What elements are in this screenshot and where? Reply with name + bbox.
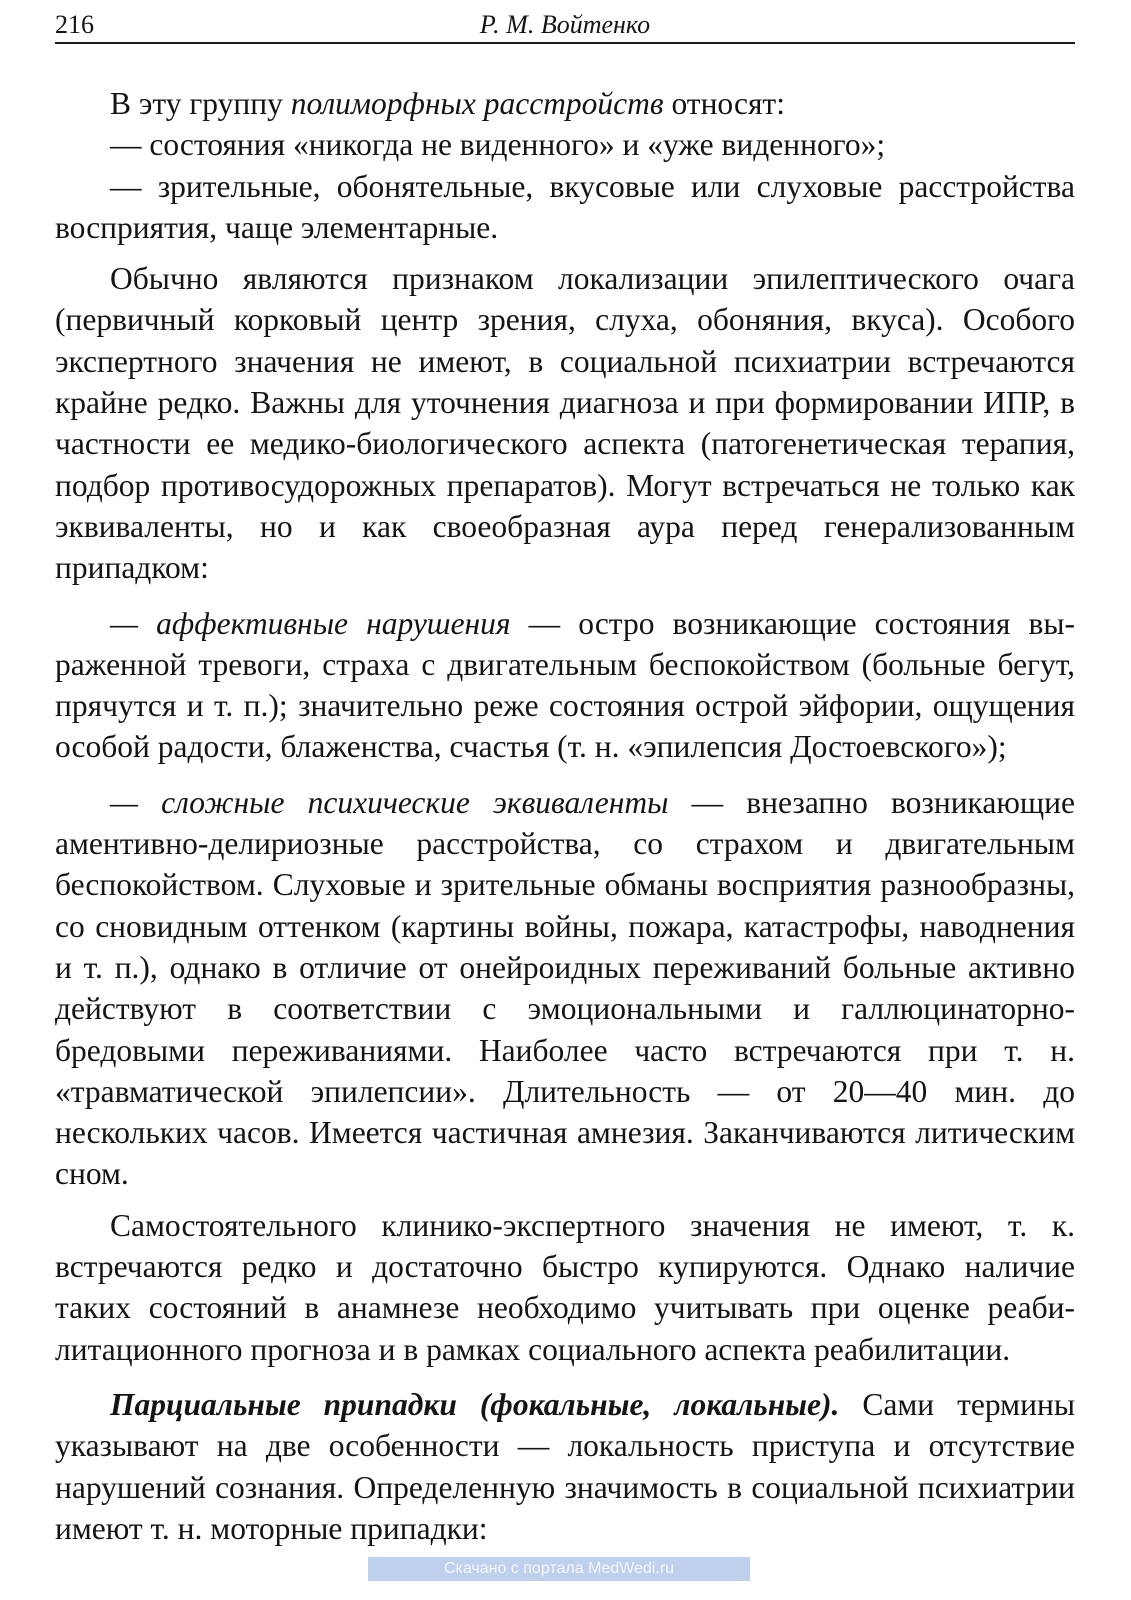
paragraph-partial-seizures — [55, 1384, 1075, 1549]
complex-equivalents-text: — внезапно возникающие аментивно-делириозные расстройства, со страхом и двигательным беспокойством. Слуховые и зрительные обманы восприятия разнообразны, со сновидным оттенком (картины войны, пожара, катастрофы, наводнения и т. п.), однако в отличие от онейроидных переживаний больные активно действуют в соответствии с эмоциональными и галлюцинаторно-бредовыми переживаниями. Наиболее часто встречаются при т. н. «травматической эпилепсии». Длительность — от 20—40 мин. до нескольких часов. Имеется частичная амнезия. Заканчиваются литическим сном. — [55, 784, 1075, 1192]
paragraph-affective-disorders — [55, 603, 1075, 768]
term-partial-seizures: Парциальные припадки (фокальные, локальные). — [110, 1386, 840, 1422]
paragraph-expert-significance: Самостоятельного клинико-экспертного значения не имеют, т. к. встречаются редко и достаточно быстро купируются. Однако наличие таких состояний в анамнезе необходимо учитывать при оценке реабилитационного прогноза и в рамках социального аспекта реабилитации. — [55, 1207, 1075, 1367]
term-complex-equivalents: — сложные психические эквиваленты — [110, 784, 669, 820]
term-affective-disorders: — аффективные нарушения — [110, 605, 511, 641]
intro-text-end: относят: — [663, 86, 785, 121]
partial-seizures-text: Сами термины указывают на две особенности — локальность приступа и отсутствие нарушений сознания. Определенную значимость в социальной психиатрии имеют т. н. моторные припадки: — [55, 1386, 1075, 1546]
running-head: Р. М. Войтенко — [479, 10, 651, 39]
page-body — [55, 83, 1075, 1549]
page-header — [55, 6, 1075, 44]
intro-text-start: В эту группу — [110, 86, 291, 121]
paragraph-localization: Обычно являются признаком локализации эпилептического очага (первичный корковый центр зрения, слуха, обоняния, вкуса). Особого экспертного значения не имеют, в социальной психиатрии встречаются крайне редко. Важны для уточнения диагноза и при формировании ИПР, в частности ее медико-биологического аспекта (патогенетическая терапия, подбор противосудорожных препаратов). Могут встречаться не только как эквиваленты, но и как своеобразная аура перед генерализованным припадком: — [55, 261, 1075, 586]
list-item-perception-disorders: — зрительные, обонятельные, вкусовые или слуховые расстройства восприятия, чаще элементарные. — [55, 168, 1075, 245]
term-polymorphic-disorders: полиморфных расстройств — [290, 86, 664, 121]
page-number: 216 — [55, 10, 94, 39]
watermark-banner: Скачано с портала MedWedi.ru — [368, 1557, 750, 1581]
list-item-deja-vu: — состояния «никогда не виденного» и «уже виденного»; — [110, 127, 886, 163]
paragraph-complex-equivalents — [55, 782, 1075, 1195]
paragraph-intro — [55, 83, 1075, 124]
affective-disorders-text: — остро возникающие состояния выраженной тревоги, страха с двигательным беспокойством (больные бегут, прячутся и т. п.); значительно реже состояния острой эйфории, ощущения особой радости, блаженства, счастья (т. н. «эпилепсия Достоевского»); — [55, 605, 1075, 765]
